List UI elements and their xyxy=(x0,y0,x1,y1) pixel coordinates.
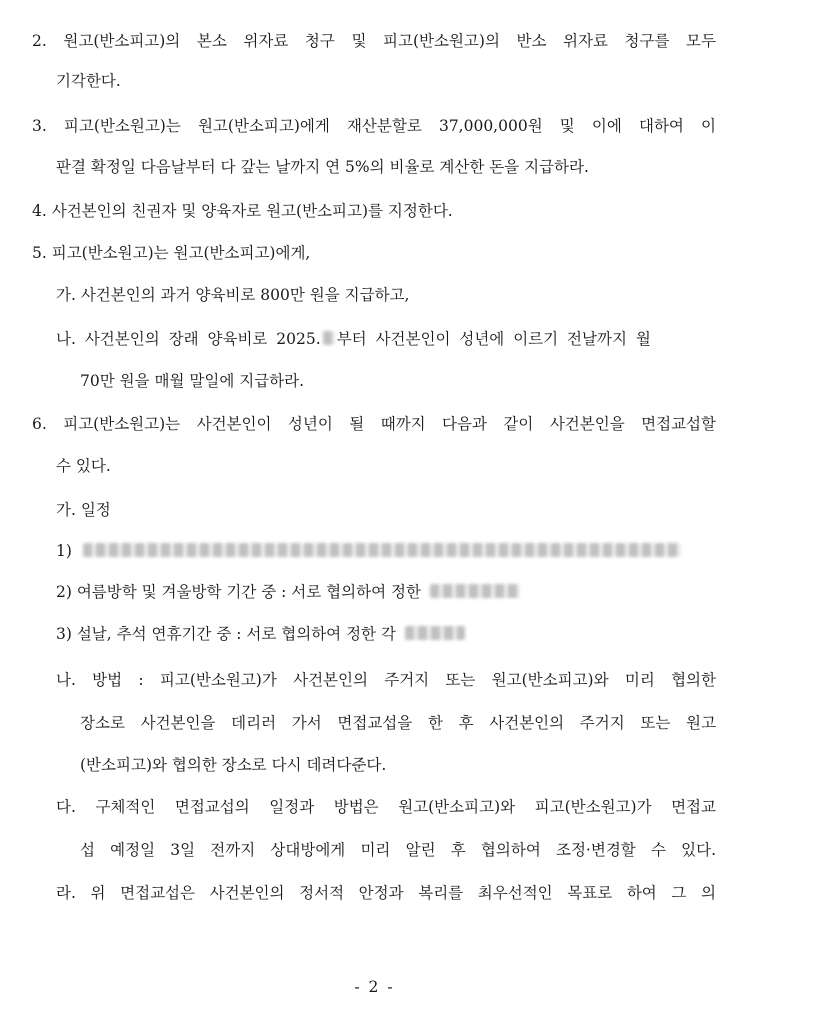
item-6-ga-3-text: 3) 설날, 추석 연휴기간 중 : 서로 협의하여 정한 각 xyxy=(56,625,396,643)
redacted-month xyxy=(323,331,335,345)
item-6-line-1: 6. 피고(반소원고)는 사건본인이 성년이 될 때까지 다음과 같이 사건본인을 면접교섭할 xyxy=(32,415,716,433)
item-6-na-line-1: 나. 방법 : 피고(반소원고)가 사건본인의 주거지 또는 원고(반소피고)와 미리 협의한 xyxy=(56,671,716,689)
item-6-ga-2-text: 2) 여름방학 및 겨울방학 기간 중 : 서로 협의하여 정한 xyxy=(56,583,421,601)
item-5-na-line-2: 70만 원을 매월 말일에 지급하라. xyxy=(80,372,305,390)
redacted-schedule-3 xyxy=(405,626,465,640)
item-6-line-2: 수 있다. xyxy=(56,457,111,475)
item-6-na-line-3: (반소피고)와 협의한 장소로 다시 데려다준다. xyxy=(80,756,387,774)
item-6-ga-1-label: 1) xyxy=(56,542,72,560)
item-6-ga-3 xyxy=(56,624,716,644)
item-6-ga-1 xyxy=(56,541,716,561)
item-6-ga-heading: 가. 일정 xyxy=(56,501,111,519)
item-6-da-line-2: 섭 예정일 3일 전까지 상대방에게 미리 알린 후 협의하여 조정·변경할 수 있다. xyxy=(80,841,716,859)
item-5-ga: 가. 사건본인의 과거 양육비로 800만 원을 지급하고, xyxy=(56,286,410,304)
redacted-schedule-1 xyxy=(83,543,681,557)
item-3-line-1: 3. 피고(반소원고)는 원고(반소피고)에게 재산분할로 37,000,000원 및 이에 대하여 이 xyxy=(32,117,716,135)
item-6-ra-line-1: 라. 위 면접교섭은 사건본인의 정서적 안정과 복리를 최우선적인 목표로 하여 그 의 xyxy=(56,884,716,902)
redacted-schedule-2 xyxy=(430,584,520,598)
item-6-ga-2 xyxy=(56,582,716,602)
item-6-da-line-1: 다. 구체적인 면접교섭의 일정과 방법은 원고(반소피고)와 피고(반소원고)가 면접교 xyxy=(56,798,716,816)
item-2-line-2: 기각한다. xyxy=(56,72,121,90)
item-5-na-prefix: 나. 사건본인의 장래 양육비로 2025. xyxy=(56,330,321,348)
item-6-na-line-2: 장소로 사건본인을 데리러 가서 면접교섭을 한 후 사건본인의 주거지 또는 원고 xyxy=(80,714,716,732)
item-3-line-2: 판결 확정일 다음날부터 다 갚는 날까지 연 5%의 비율로 계산한 돈을 지급하라. xyxy=(56,158,589,176)
item-4: 4. 사건본인의 친권자 및 양육자로 원고(반소피고)를 지정한다. xyxy=(32,202,453,220)
item-5: 5. 피고(반소원고)는 원고(반소피고)에게, xyxy=(32,244,311,262)
item-5-na-line-1 xyxy=(56,329,716,349)
page-number: - 2 - xyxy=(354,978,395,996)
item-5-na-suffix: 부터 사건본인이 성년에 이르기 전날까지 월 xyxy=(336,330,651,348)
item-2-line-1: 2. 원고(반소피고)의 본소 위자료 청구 및 피고(반소원고)의 반소 위자료 청구를 모두 xyxy=(32,32,716,50)
